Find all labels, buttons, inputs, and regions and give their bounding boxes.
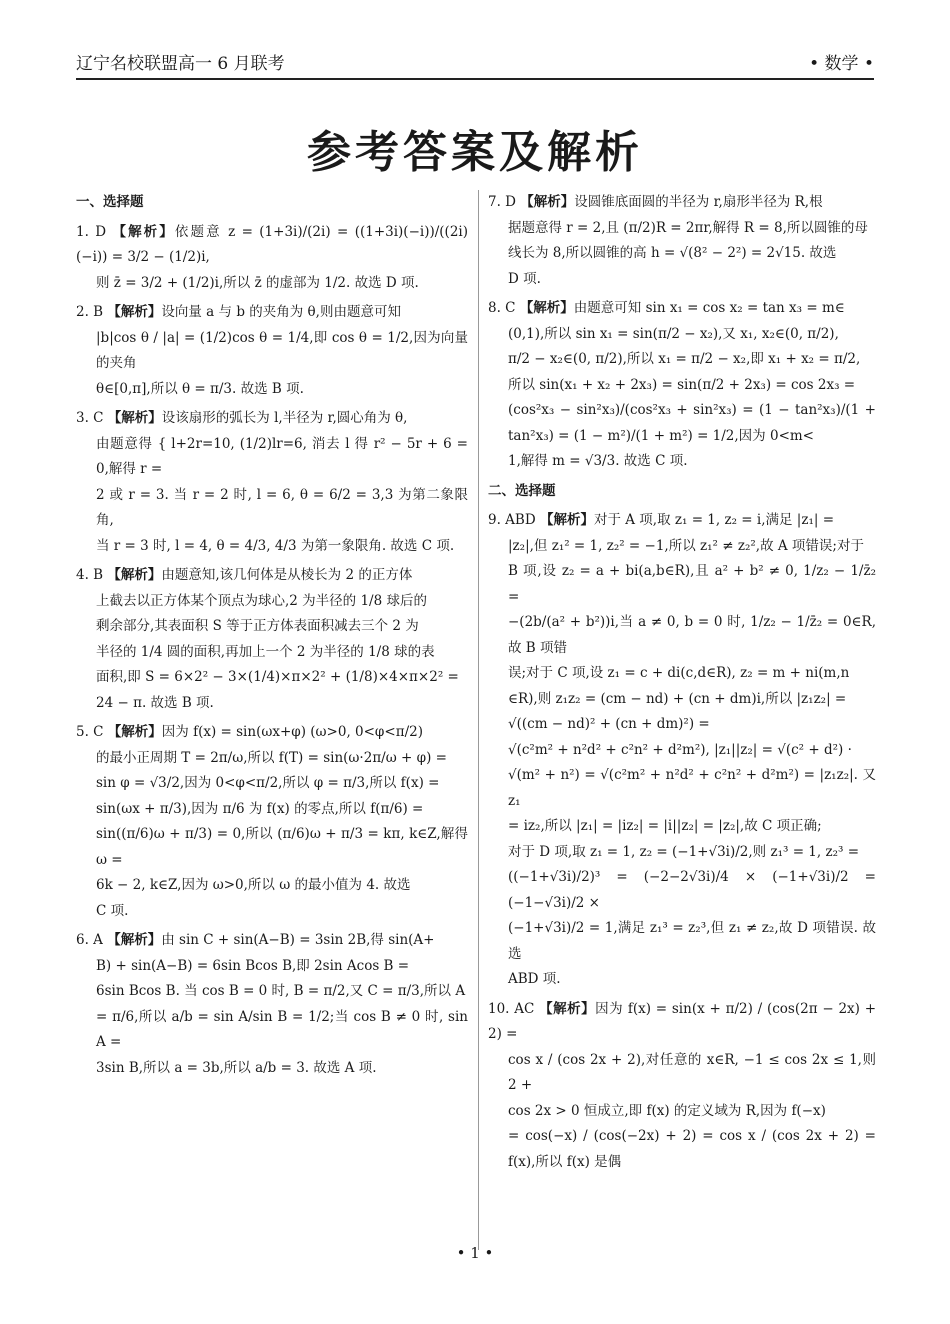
answer-first-line — [76, 220, 468, 271]
answer-text-line: 因为 f(x) = sin(x + π/2) / (cos(2π − 2x) + 2) = — [488, 1000, 876, 1042]
answer-text-line: 设向量 a 与 b 的夹角为 θ,则由题意可知 — [161, 304, 401, 320]
page-number: • 1 • — [456, 1244, 494, 1262]
answer-item — [76, 563, 468, 716]
answer-text-line: B 项,设 z₂ = a + bi(a,b∈R),且 a² + b² ≠ 0, 1/z₂ − 1/z̄₂ = — [508, 563, 876, 605]
answer-number: 8. C — [488, 300, 520, 316]
answer-text-line: 设该扇形的弧长为 l,半径为 r,圆心角为 θ, — [161, 410, 408, 426]
answer-text-line: 半径的 1/4 圆的面积,再加上一个 2 为半径的 1/8 球的表 — [96, 643, 435, 660]
answer-number: 10. AC — [488, 1000, 540, 1017]
analysis-tag: 【解析】 — [539, 512, 594, 528]
left-answer-list — [76, 220, 468, 1082]
answer-text-line: 3sin B,所以 a = 3b,所以 a/b = 3. 故选 A 项. — [96, 1059, 377, 1076]
answer-text-line: 上截去以正方体某个顶点为球心,2 为半径的 1/8 球后的 — [96, 592, 427, 609]
answer-item — [76, 406, 468, 559]
answer-text-line: 剩余部分,其表面积 S 等于正方体表面积减去三个 2 为 — [96, 618, 419, 634]
answer-text-line: 由 sin C + sin(A−B) = 3sin 2B,得 sin(A+ — [161, 932, 435, 948]
answer-text-line: (0,1),所以 sin x₁ = sin(π/2 − x₂),又 x₁, x₂∈(0, π/2), — [508, 325, 839, 342]
answer-item — [76, 220, 468, 297]
answer-text-line: 由题意可知 sin x₁ = cos x₂ = tan x₃ = m∈ — [573, 300, 845, 316]
section-heading-multi: 二、选择题 — [488, 482, 556, 499]
analysis-tag: 【解析】 — [107, 567, 162, 583]
answer-text-line: 因为 f(x) = sin(ωx+φ) (ω>0, 0<φ<π/2) — [161, 724, 423, 740]
answer-text-line: −(2b/(a² + b²))i,当 a ≠ 0, b = 0 时, 1/z₂ − 1/z̄₂ = 0∈R,故 B 项错 — [508, 614, 876, 656]
answer-text-line: B) + sin(A−B) = 6sin Bcos B,即 2sin Acos B = — [96, 957, 410, 974]
answer-item — [488, 296, 876, 475]
answer-text-line: C 项. — [96, 902, 129, 919]
page-header — [76, 48, 874, 80]
answer-text-line: 线长为 8,所以圆锥的高 h = √(8² − 2²) = 2√15. 故选 — [508, 245, 837, 261]
answer-first-line — [488, 508, 876, 534]
answer-text-line: θ∈[0,π],所以 θ = π/3. 故选 B 项. — [96, 380, 304, 397]
answer-text-line: sin((π/6)ω + π/3) = 0,所以 (π/6)ω + π/3 = kπ, k∈Z,解得 ω = — [96, 826, 468, 868]
answer-text-line: sin φ = √3/2,因为 0<φ<π/2,所以 φ = π/3,所以 f(x) = — [96, 775, 440, 791]
answer-text-line: D 项. — [508, 270, 541, 287]
answer-text-line: (−1+√3i)/2 = 1,满足 z₁³ = z₂³,但 z₁ ≠ z₂,故 D 项错误. 故选 — [508, 920, 876, 962]
answer-text-line: 面积,即 S = 6×2² − 3×(1/4)×π×2² + (1/8)×4×π×2² = — [96, 669, 459, 685]
section-heading-choice: 一、选择题 — [76, 194, 144, 210]
answer-text-line: 的最小正周期 T = 2π/ω,所以 f(T) = sin(ω·2π/ω + φ) = — [96, 749, 447, 766]
answer-first-line — [76, 406, 468, 432]
answer-text-line: = π/6,所以 a/b = sin A/sin B = 1/2;当 cos B ≠ 0 时, sin A = — [96, 1008, 468, 1050]
analysis-tag: 【解析】 — [520, 194, 575, 210]
answer-text-line: 依题意 z = (1+3i)/(2i) = ((1+3i)(−i))/((2i)(−i)) = 3/2 − (1/2)i, — [76, 223, 468, 265]
answer-text-line: 据题意得 r = 2,且 (π/2)R = 2πr,解得 R = 8,所以圆锥的母 — [508, 219, 868, 236]
analysis-tag: 【解析】 — [107, 724, 162, 740]
answer-text-line: 由题意知,该几何体是从棱长为 2 的正方体 — [161, 567, 413, 583]
answer-text-line: √((cm − nd)² + (cn + dm)²) = — [508, 716, 710, 732]
answer-text-line: = iz₂,所以 |z₁| = |iz₂| = |i||z₂| = |z₂|,故 C 项正确; — [508, 818, 822, 834]
analysis-tag: 【解析】 — [107, 932, 162, 948]
answer-first-line — [76, 300, 468, 326]
answer-text-line: 由题意得 { l+2r=10, (1/2)lr=6, 消去 l 得 r² − 5r + 6 = 0,解得 r = — [96, 435, 468, 477]
right-answer-list-b — [488, 508, 876, 1175]
exam-title: 辽宁名校联盟高一 6 月联考 — [76, 54, 285, 74]
answer-number: 6. A — [76, 932, 108, 948]
answer-first-line — [76, 928, 468, 954]
answer-number: 7. D — [488, 194, 521, 210]
answer-text-line: 对于 A 项,取 z₁ = 1, z₂ = i,满足 |z₁| = — [593, 512, 835, 528]
answer-item — [76, 928, 468, 1081]
answer-item — [488, 997, 876, 1176]
answer-text-line: π/2 − x₂∈(0, π/2),所以 x₁ = π/2 − x₂,即 x₁ + x₂ = π/2, — [508, 351, 861, 367]
answer-text-line: 24 − π. 故选 B 项. — [96, 694, 214, 711]
answer-text-line: |b|cos θ / |a| = (1/2)cos θ = 1/4,即 cos θ = 1/2,因为向量的夹角 — [96, 329, 468, 371]
answer-text-line: ∈R),则 z₁z₂ = (cm − nd) + (cn + dm)i,所以 |z₁z₂| = — [508, 690, 847, 707]
answer-text-line: √(c²m² + n²d² + c²n² + d²m²), |z₁||z₂| = √(c² + d²) · — [508, 741, 852, 758]
answer-text-line: sin(ωx + π/3),因为 π/6 为 f(x) 的零点,所以 f(π/6) = — [96, 800, 424, 817]
left-column — [76, 190, 468, 1250]
subject-label: • 数学 • — [809, 54, 874, 74]
answer-text-line: (cos²x₃ − sin²x₃)/(cos²x₃ + sin²x₃) = (1 − tan²x₃)/(1 + tan²x₃) = (1 − m²)/(1 + m²) = 1/2,因为 0<m< — [508, 402, 876, 444]
answer-first-line — [488, 997, 876, 1048]
answer-text-line: |z₂|,但 z₁² = 1, z₂² = −1,所以 z₁² ≠ z₂²,故 A 项错误;对于 — [508, 537, 864, 554]
answer-text-line: √(m² + n²) = √(c²m² + n²d² + c²n² + d²m²) = |z₁z₂|. 又 z₁ — [508, 767, 876, 809]
answer-number: 2. B — [76, 304, 108, 320]
page-title: 参考答案及解析 — [307, 127, 643, 178]
answer-text-line: cos 2x > 0 恒成立,即 f(x) 的定义域为 R,因为 f(−x) — [508, 1102, 826, 1119]
answer-item — [76, 300, 468, 402]
answer-text-line: 对于 D 项,取 z₁ = 1, z₂ = (−1+√3i)/2,则 z₁³ = 1, z₂³ = — [508, 843, 860, 860]
analysis-tag: 【解析】 — [112, 223, 175, 240]
answer-number: 3. C — [76, 410, 108, 426]
answer-text-line: cos x / (cos 2x + 2),对任意的 x∈R, −1 ≤ cos 2x ≤ 1,则 2 + — [508, 1051, 876, 1093]
right-answer-list-a — [488, 190, 876, 475]
answer-number: 9. ABD — [488, 512, 540, 528]
answer-text-line: 误;对于 C 项,设 z₁ = c + di(c,d∈R), z₂ = m + ni(m,n — [508, 665, 850, 681]
answer-text-line: 1,解得 m = √3/3. 故选 C 项. — [508, 453, 688, 469]
column-divider — [478, 190, 479, 1250]
answer-first-line — [488, 190, 876, 216]
analysis-tag: 【解析】 — [539, 1000, 596, 1017]
analysis-tag: 【解析】 — [107, 304, 162, 320]
answer-text-line: 则 z̄ = 3/2 + (1/2)i,所以 z̄ 的虚部为 1/2. 故选 D 项. — [96, 274, 419, 291]
answer-item — [488, 508, 876, 993]
answer-number: 4. B — [76, 567, 108, 583]
answer-text-line: 所以 sin(x₁ + x₂ + 2x₃) = sin(π/2 + 2x₃) = cos 2x₃ = — [508, 376, 856, 393]
analysis-tag: 【解析】 — [519, 300, 574, 316]
answer-first-line — [76, 563, 468, 589]
answer-first-line — [76, 720, 468, 746]
answer-item — [488, 190, 876, 292]
answer-text-line: ABD 项. — [508, 971, 561, 987]
analysis-tag: 【解析】 — [107, 410, 162, 426]
answer-text-line: 6k − 2, k∈Z,因为 ω>0,所以 ω 的最小值为 4. 故选 — [96, 877, 411, 893]
answer-text-line: 2 或 r = 3. 当 r = 2 时, l = 6, θ = 6/2 = 3,3 为第二象限角, — [96, 486, 468, 528]
right-column — [488, 190, 876, 1250]
answer-text-line: 6sin Bcos B. 当 cos B = 0 时, B = π/2,又 C = π/3,所以 A — [96, 983, 466, 999]
answer-number: 1. D — [76, 223, 113, 240]
answer-first-line — [488, 296, 876, 322]
answer-text-line: 当 r = 3 时, l = 4, θ = 4/3, 4/3 为第一象限角. 故选 C 项. — [96, 537, 455, 554]
answer-number: 5. C — [76, 724, 108, 740]
answer-text-line: = cos(−x) / (cos(−2x) + 2) = cos x / (cos 2x + 2) = f(x),所以 f(x) 是偶 — [508, 1128, 876, 1170]
answer-item — [76, 720, 468, 924]
answer-text-line: 设圆锥底面圆的半径为 r,扇形半径为 R,根 — [574, 194, 823, 210]
answer-text-line: ((−1+√3i)/2)³ = (−2−2√3i)/4 × (−1+√3i)/2 = (−1−√3i)/2 × — [508, 869, 876, 911]
